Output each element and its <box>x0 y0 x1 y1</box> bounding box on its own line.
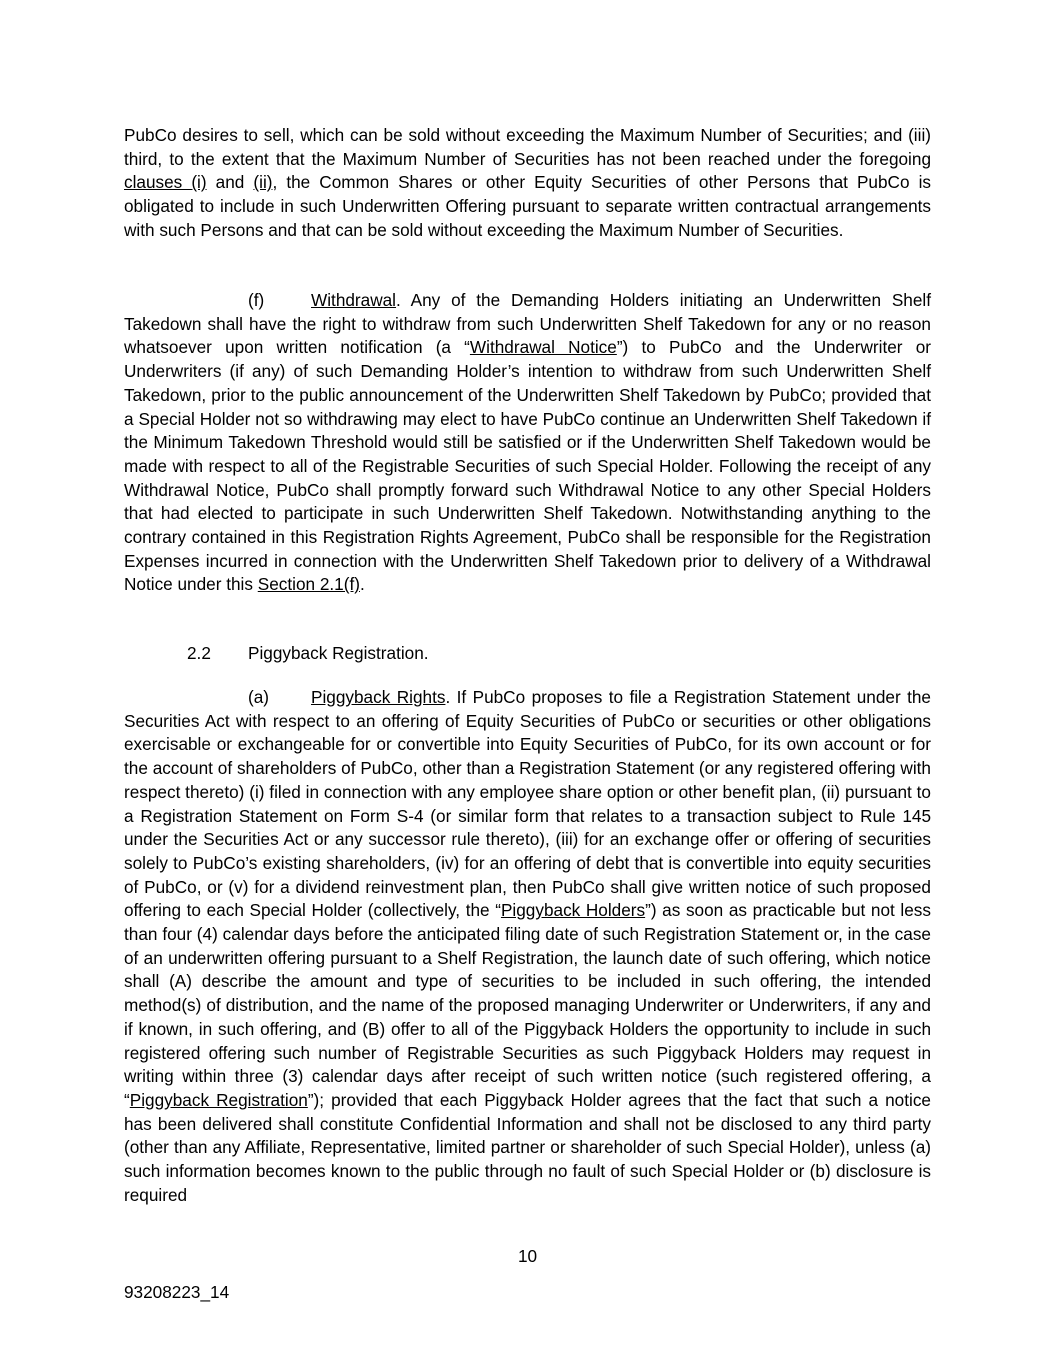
section-title: Piggyback Registration. <box>248 643 429 663</box>
paragraph-e-continuation <box>124 124 931 243</box>
paragraph-heading: Piggyback Rights <box>311 687 446 707</box>
text-run: . <box>359 574 365 595</box>
section-number: 2.2 <box>187 643 211 663</box>
section-heading-2-2 <box>187 642 429 666</box>
paragraph-f-withdrawal <box>124 289 931 597</box>
text-run: . If PubCo proposes to file a Registration Statement under the Securities Act with respect to an offering of Equity Securities of PubCo or securities or other obligations exercisable or exchangeable for or convertible into Equity Securities of PubCo, for its own account or for the account of shareholders of PubCo, other than a Registration Statement (or any registered offering with respect thereto) (i) filed in connection with any employee share option or other benefit plan, (ii) pursuant to a Registration Statement on Form S-4 (or similar form that relates to a transaction subject to Rule 145 under the Securities Act or any successor rule thereto), (iii) for an exchange offer or offering of securities solely to PubCo’s existing shareholders, (iv) for an offering of debt that is convertible into equity securities of PubCo, or (v) for a dividend reinvestment plan, then PubCo shall give written notice of such proposed offering to each Special Holder (collectively, the “ <box>124 687 931 921</box>
document-id: 93208223_14 <box>124 1282 230 1302</box>
cross-reference-section: Section 2.1(f) <box>257 574 360 595</box>
paragraph-label: (f) <box>248 290 265 310</box>
defined-term: Piggyback Holders <box>500 900 646 921</box>
text-run: PubCo desires to sell, which can be sold without exceeding the Maximum Number of Securities; and (iii) third, to the extent that the Maximum Number of Securities has not been reached under the foregoing <box>124 125 931 169</box>
page-number: 10 <box>517 1246 538 1266</box>
paragraph-a-piggyback-rights <box>124 686 931 1207</box>
text-run: ”); provided that each Piggyback Holder agrees that the fact that such a notice has been delivered shall constitute Confidential Information and shall not be disclosed to any third party (other than any Affiliate, Representative, limited partner or shareholder of such Special Holder), unless (a) such information becomes known to the public through no fault of such Special Holder or (b) disclosure is required <box>124 1089 931 1205</box>
text-run: . Any of the Demanding Holders initiating an Underwritten Shelf Takedown shall have the right to withdraw from such Underwritten Shelf Takedown for any or no reason whatsoever upon written notification (a “ <box>124 290 931 358</box>
defined-term: Withdrawal Notice <box>469 337 617 358</box>
text-run: ”) as soon as practicable but not less than four (4) calendar days before the anticipated filing date of such Registration Statement or, in the case of an underwritten offering pursuant to a Shelf Registration, the launch date of such offering, which notice shall (A) describe the amount and type of securities to be included in such offering, the intended method(s) of distribution, and the name of the proposed managing Underwriter or Underwriters, if any and if known, in such offering, and (B) offer to all of the Piggyback Holders the opportunity to include in such registered offering such number of Registrable Securities as such Piggyback Holders may request in writing within three (3) calendar days after receipt of such written notice (such registered offering, a “ <box>124 900 931 1110</box>
paragraph-label: (a) <box>248 687 270 707</box>
cross-reference-clause-ii: (ii) <box>253 172 273 193</box>
text-run: , the Common Shares or other Equity Securities of other Persons that PubCo is obligated to include in such Underwritten Offering pursuant to separate written contractual arrangements with such Persons and that can be sold without exceeding the Maximum Number of Securities. <box>124 172 931 240</box>
text-run: ”) to PubCo and the Underwriter or Underwriters (if any) of such Demanding Holder’s intention to withdraw from such Underwritten Shelf Takedown, prior to the public announcement of the Underwritten Shelf Takedown by PubCo; provided that a Special Holder not so withdrawing may elect to have PubCo continue an Underwritten Shelf Takedown if the Minimum Takedown Threshold would still be satisfied or if the Underwritten Shelf Takedown would be made with respect to all of the Registrable Securities of such Special Holder. Following the receipt of any Withdrawal Notice, PubCo shall promptly forward such Withdrawal Notice to any other Special Holders that had elected to participate in such Underwritten Shelf Takedown. Notwithstanding anything to the contrary contained in this Registration Rights Agreement, PubCo shall be responsible for the Registration Expenses incurred in connection with the Underwritten Shelf Takedown prior to delivery of a Withdrawal Notice under this <box>124 337 931 595</box>
defined-term: Piggyback Registration <box>129 1089 308 1110</box>
cross-reference-clauses-i: clauses (i) <box>124 172 207 193</box>
text-run: and <box>206 172 254 193</box>
paragraph-heading: Withdrawal <box>311 290 397 310</box>
